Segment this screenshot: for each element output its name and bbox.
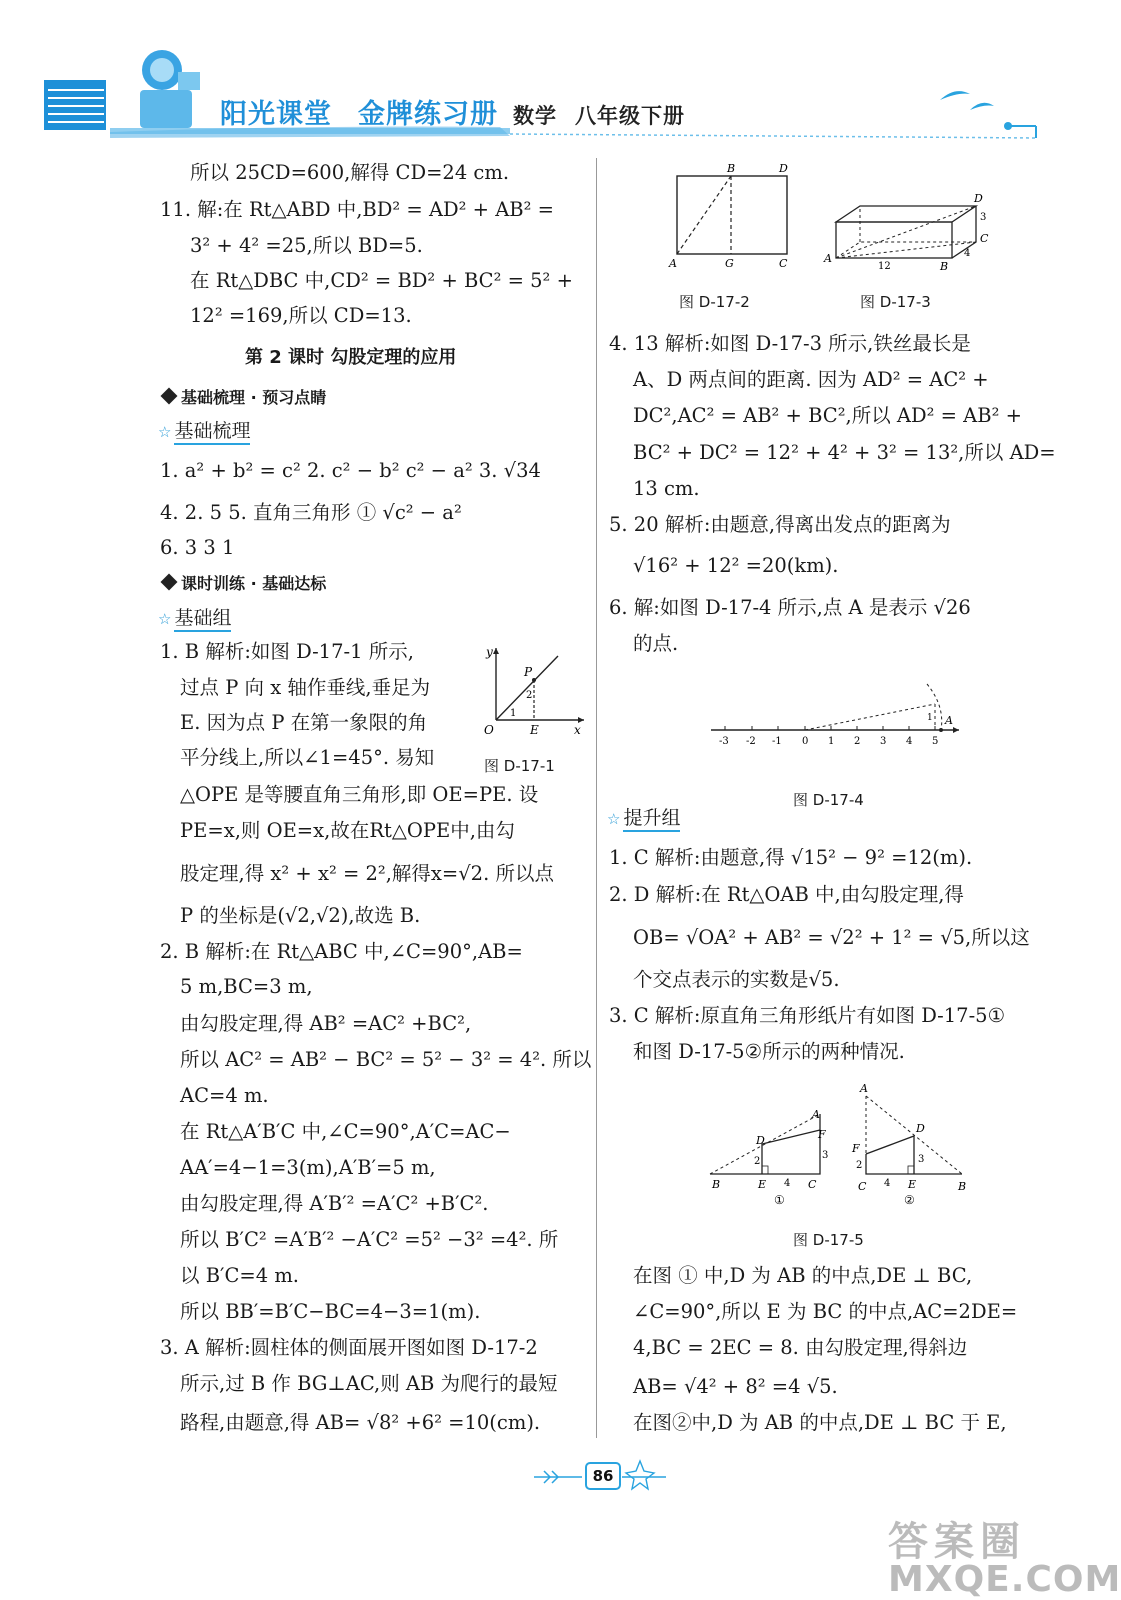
answer-line: 6. 3 3 1: [160, 536, 235, 559]
text-line: OB= √OA² + AB² = √2² + 1² = √5,所以这: [633, 926, 1030, 949]
figure-d-17-3: [820, 192, 1000, 274]
subject-label: 数学: [513, 104, 557, 128]
subsection-label: 提升组: [623, 807, 680, 832]
text-line: 3² + 4² =25,所以 BD=5.: [190, 234, 423, 257]
tick-label: 4: [906, 736, 913, 747]
point-label-c: C: [808, 1178, 817, 1191]
text-line: PE=x,则 OE=x,故在Rt△OPE中,由勾: [180, 819, 515, 842]
text-line: 在图 ① 中,D 为 AB 的中点,DE ⊥ BC,: [633, 1264, 973, 1287]
tick-label: 0: [802, 736, 809, 747]
text-line: ∠C=90°,所以 E 为 BC 的中点,AC=2DE=: [633, 1300, 1018, 1323]
brand-name-1: 阳光课堂: [220, 99, 332, 130]
figure-caption: 图 D-17-4: [793, 791, 864, 809]
watermark: [888, 1510, 1121, 1600]
point-label-b: B: [727, 162, 736, 175]
subsection-label: 基础梳理: [174, 420, 250, 445]
axis-label-x: x: [574, 723, 581, 737]
text-line: 所示,过 B 作 BG⊥AC,则 AB 为爬行的最短: [180, 1372, 558, 1395]
section-heading: [160, 566, 326, 602]
star-icon: ☆: [158, 610, 172, 628]
tick-label: 5: [932, 736, 939, 747]
r4-line: 4. 13 解析:如图 D-17-3 所示,铁丝最长是: [609, 332, 971, 355]
star-icon: ☆: [607, 810, 621, 828]
text-line: 4,BC = 2EC = 8. 由勾股定理,得斜边: [633, 1336, 968, 1359]
text-line: DC²,AC² = AB² + BC²,所以 AD² = AB² +: [633, 404, 1022, 427]
q1-line: 1. B 解析:如图 D-17-1 所示,: [160, 640, 414, 663]
point-label-a: A: [669, 257, 677, 270]
section-label: 基础梳理 · 预习点睛: [181, 388, 327, 407]
length-label-4: 4: [964, 248, 971, 259]
text-line: 所以 BB′=B′C−BC=4−3=1(m).: [180, 1300, 481, 1323]
figure-caption: 图 D-17-5: [793, 1231, 864, 1249]
subsection-heading: [158, 600, 231, 637]
figure-number-2: ②: [904, 1193, 915, 1207]
brand-name-2: 金牌练习册: [358, 99, 498, 130]
text-line: P 的坐标是(√2,√2),故选 B.: [180, 904, 421, 927]
length-label-1: 1: [927, 713, 933, 723]
watermark-line-2: MXQE.COM: [888, 1559, 1121, 1600]
text-line: AA′=4−1=3(m),A′B′=5 m,: [180, 1156, 436, 1179]
length-label-12: 12: [878, 261, 891, 272]
point-label-c: C: [858, 1180, 867, 1193]
lesson-title: 第 2 课时 勾股定理的应用: [245, 347, 457, 368]
page-number: 86: [585, 1462, 621, 1490]
tick-label: 2: [854, 736, 861, 747]
text-line: 股定理,得 x² + x² = 2²,解得x=√2. 所以点: [180, 862, 554, 885]
figure-d-17-2: [665, 160, 795, 272]
tick-label: 3: [880, 736, 887, 747]
text-line: AB= √4² + 8² =4 √5.: [633, 1375, 838, 1398]
section-label: 课时训练 · 基础达标: [181, 574, 327, 593]
text-line: AC=4 m.: [180, 1084, 269, 1107]
figure-d-17-5: [700, 1078, 980, 1212]
point-label-e: E: [758, 1178, 767, 1191]
subsection-label: 基础组: [174, 607, 231, 632]
point-label-a: A: [860, 1082, 868, 1095]
point-label-d: D: [916, 1122, 925, 1135]
tick-label: 1: [828, 736, 835, 747]
text-line: 过点 P 向 x 轴作垂线,垂足为: [180, 676, 431, 699]
point-label-d: D: [974, 192, 983, 205]
t3-line: 3. C 解析:原直角三角形纸片有如图 D-17-5①: [609, 1004, 1006, 1027]
text-line: 在图②中,D 为 AB 的中点,DE ⊥ BC 于 E,: [633, 1411, 1007, 1434]
r6-line: 6. 解:如图 D-17-4 所示,点 A 是表示 √26: [609, 596, 971, 619]
text-line: A、D 两点间的距离. 因为 AD² = AC² +: [633, 368, 989, 391]
point-label-e: E: [908, 1178, 917, 1191]
text-line: 和图 D-17-5②所示的两种情况.: [633, 1040, 905, 1063]
text-line: 5 m,BC=3 m,: [180, 975, 313, 998]
text-line: 所以 B′C² =A′B′² −A′C² =5² −3² =4². 所: [180, 1228, 559, 1251]
angle-label-1: 1: [510, 708, 517, 719]
point-label-a: A: [945, 714, 953, 727]
point-label-b: B: [958, 1180, 967, 1193]
text-line: √16² + 12² =20(km).: [633, 554, 839, 577]
text-line: 所以 AC² = AB² − BC² = 5² − 3² = 4². 所以: [180, 1048, 592, 1071]
r5-line: 5. 20 解析:由题意,得离出发点的距离为: [609, 513, 951, 536]
length-label-4: 4: [784, 1178, 791, 1189]
section-heading: [160, 380, 326, 416]
length-label-3: 3: [822, 1150, 829, 1161]
point-label-a: A: [824, 252, 832, 265]
point-label-c: C: [980, 232, 989, 245]
figure-caption: 图 D-17-2: [679, 293, 750, 311]
diamond-icon: [161, 388, 178, 405]
text-line: E. 因为点 P 在第一象限的角: [180, 711, 428, 734]
point-label-d: D: [756, 1134, 765, 1147]
text-line: 以 B′C=4 m.: [180, 1264, 300, 1287]
length-label-3: 3: [918, 1154, 925, 1165]
text-line: 在 Rt△A′B′C 中,∠C=90°,A′C=AC−: [180, 1120, 511, 1143]
text-line: 13 cm.: [633, 477, 700, 500]
subsection-heading: [607, 800, 680, 837]
point-label-p: P: [524, 665, 533, 679]
point-label-b: B: [712, 1178, 721, 1191]
t1-line: 1. C 解析:由题意,得 √15² − 9² =12(m).: [609, 846, 973, 869]
length-label-3: 3: [980, 212, 987, 223]
watermark-line-1: 答案圈: [888, 1519, 1026, 1565]
length-label-2: 2: [856, 1160, 863, 1171]
point-label-c: C: [779, 257, 788, 270]
point-label-f: F: [852, 1142, 860, 1155]
figure-caption: 图 D-17-3: [860, 293, 931, 311]
point-label-a: A: [812, 1108, 820, 1121]
text-line: BC² + DC² = 12² + 4² + 3² = 13²,所以 AD=: [633, 441, 1056, 464]
q3-line: 3. A 解析:圆柱体的侧面展开图如图 D-17-2: [160, 1336, 538, 1359]
point-label-g: G: [725, 257, 734, 270]
answer-line: 4. 2. 5 5. 直角三角形 ① √c² − a²: [160, 501, 462, 524]
q11-line: 11. 解:在 Rt△ABD 中,BD² = AD² + AB² =: [160, 198, 554, 221]
diamond-icon: [161, 574, 178, 591]
text-line: 由勾股定理,得 A′B′² =A′C² +B′C².: [180, 1192, 489, 1215]
t2-line: 2. D 解析:在 Rt△OAB 中,由勾股定理,得: [609, 883, 964, 906]
text-line: 由勾股定理,得 AB² =AC² +BC²,: [180, 1012, 472, 1035]
figure-d-17-1: [478, 640, 588, 740]
axis-label-y: y: [486, 645, 493, 659]
q2-line: 2. B 解析:在 Rt△ABC 中,∠C=90°,AB=: [160, 940, 523, 963]
tick-label: -2: [746, 736, 756, 747]
figure-caption: 图 D-17-1: [484, 757, 555, 775]
tick-label: -1: [772, 736, 782, 747]
text-line: 个交点表示的实数是√5.: [633, 968, 840, 991]
figure-d-17-4: [705, 680, 965, 750]
subsection-heading: [158, 413, 250, 450]
figure-number-1: ①: [774, 1193, 785, 1207]
text-line: 的点.: [633, 632, 679, 655]
text-line: 路程,由题意,得 AB= √8² +6² =10(cm).: [180, 1411, 541, 1434]
star-icon: ☆: [158, 423, 172, 441]
length-label-2: 2: [754, 1156, 761, 1167]
point-label-o: O: [484, 723, 494, 737]
text-line: 所以 25CD=600,解得 CD=24 cm.: [190, 161, 510, 184]
text-line: 在 Rt△DBC 中,CD² = BD² + BC² = 5² +: [190, 269, 573, 292]
text-line: 12² =169,所以 CD=13.: [190, 304, 412, 327]
text-line: △OPE 是等腰直角三角形,即 OE=PE. 设: [180, 783, 539, 806]
grade-label: 八年级下册: [575, 104, 685, 128]
point-label-e: E: [530, 723, 539, 737]
answer-line: 1. a² + b² = c² 2. c² − b² c² − a² 3. √34: [160, 459, 541, 482]
tick-label: -3: [719, 736, 729, 747]
length-label-4: 4: [884, 1178, 891, 1189]
angle-label-2: 2: [526, 690, 533, 701]
point-label-b: B: [940, 260, 949, 273]
point-label-d: D: [779, 162, 788, 175]
point-label-f: F: [818, 1128, 826, 1141]
text-line: 平分线上,所以∠1=45°. 易知: [180, 746, 435, 769]
